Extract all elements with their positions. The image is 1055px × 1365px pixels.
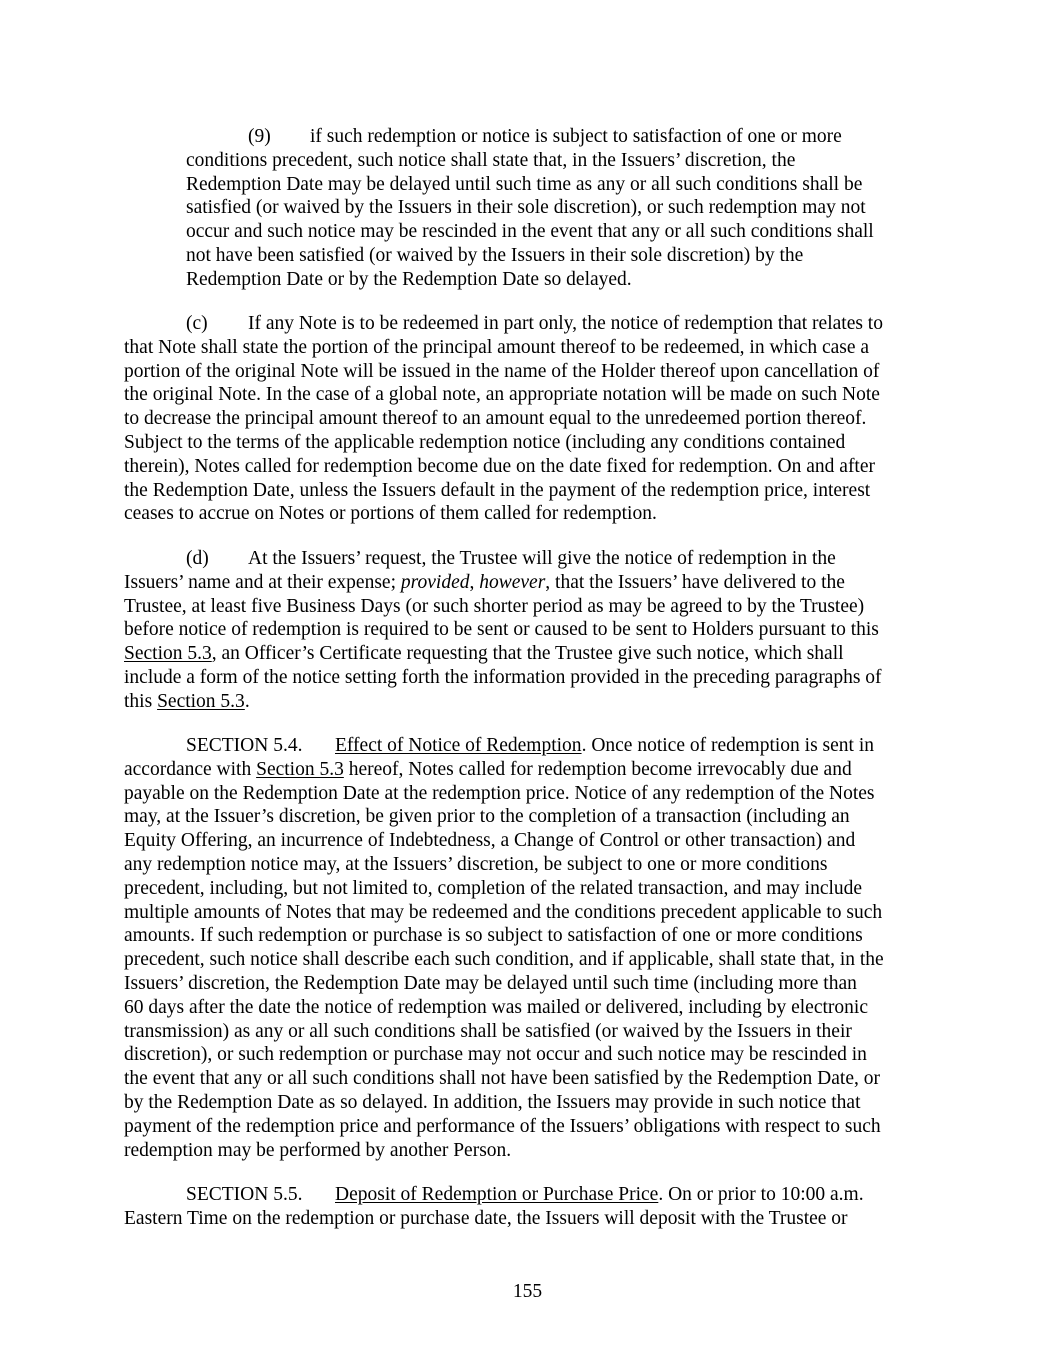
section-number: SECTION 5.5. xyxy=(186,1184,303,1205)
section-5-4: SECTION 5.4. Effect of Notice of Redemption. Once notice of redemption is sent in accordance with Section 5.3 hereof, Notes called for redemption become irrevocably due and payable on the Redemption Date at the redemption price. Notice of any redemption of the Notes may, at the Issuer’s discretion, be given prior to the completion of a transaction (including an Equity Offering, an incurrence of Indebtedness, a Change of Control or other transaction) and any redemption notice may, at the Issuers’ discretion, be subject to one or more conditions precedent, including, but not limited to, completion of the related transaction, and may include multiple amounts of Notes that may be redeemed and the conditions precedent applicable to such amounts. If such redemption or purchase is so subject to satisfaction of one or more conditions precedent, such notice shall describe each such condition, and if applicable, shall state that, in the Issuers’ discretion, the Redemption Date may be delayed until such time (including more than 60 days after the date the notice of redemption was mailed or delivered, including by electronic transmission) as any or all such conditions shall be satisfied (or waived by the Issuers in their discretion), or such redemption or purchase may not occur and such notice may be rescinded in the event that any or all such conditions shall not have been satisfied by the Redemption Date, or by the Redemption Date as so delayed. In addition, the Issuers may provide in such notice that payment of the redemption price and performance of the Issuers’ obligations with respect to such redemption may be performed by another Person. xyxy=(124,735,884,1161)
paragraph-line: discretion), or such redemption or purchase may not occur and such notice may be rescinded in xyxy=(124,1044,867,1066)
paragraph-line: occur and such notice may be rescinded in the event that any or all such conditions shall xyxy=(186,221,874,243)
paragraph-line: amounts. If such redemption or purchase is so subject to satisfaction of one or more conditions xyxy=(124,925,863,947)
paragraph-line: transmission) as any or all such conditions shall be satisfied (or waived by the Issuers in their xyxy=(124,1020,852,1042)
paragraph-c xyxy=(124,312,883,526)
paragraph-line: precedent, including, but not limited to, completion of the related transaction, and may include xyxy=(124,877,863,899)
paragraph-line: precedent, such notice shall describe each such condition, and if applicable, shall state that, in the xyxy=(124,949,884,971)
paragraph-line: by the Redemption Date as so delayed. In addition, the Issuers may provide in such notice that xyxy=(124,1091,861,1113)
paragraph-line: conditions precedent, such notice shall state that, in the Issuers’ discretion, the xyxy=(186,149,796,171)
paragraph-line: therein), Notes called for redemption become due on the date fixed for redemption. On and after xyxy=(124,455,875,477)
paragraph-line: Subject to the terms of the applicable redemption notice (including any conditions contained xyxy=(124,431,846,453)
paragraph-line: include a form of the notice setting forth the information provided in the preceding paragraphs of xyxy=(124,666,882,688)
paragraph-line: At the Issuers’ request, the Trustee will give the notice of redemption in the xyxy=(248,548,836,569)
paragraph-line: the Redemption Date, unless the Issuers default in the payment of the redemption price, interest xyxy=(124,479,871,501)
paragraph-d: (d) At the Issuers’ request, the Trustee will give the notice of redemption in the Issuers’ name and at their expense; provided, however, that the Issuers’ have delivered to the Trustee, at least five Business Days (or such shorter period as may be agreed to by the Trustee) before notice of redemption is required to be sent or caused to be sent to Holders pursuant to this Section 5.3, an Officer’s Certificate requesting that the Trustee give such notice, which shall include a form of the notice setting forth the information provided in the preceding paragraphs of this Section 5.3. xyxy=(124,548,882,712)
paragraph-line: may, at the Issuer’s discretion, be given prior to the completion of a transaction (including an xyxy=(124,806,850,828)
paragraph-line: any redemption notice may, at the Issuers’ discretion, be subject to one or more conditions xyxy=(124,853,828,875)
paragraph-line: Issuers’ discretion, the Redemption Date may be delayed until such time (including more than xyxy=(124,972,857,994)
section-heading: Deposit of Redemption or Purchase Price xyxy=(335,1184,659,1205)
section-reference: Section 5.3 xyxy=(256,758,344,780)
section-number: SECTION 5.4. xyxy=(186,735,303,756)
paragraph-line: payable on the Redemption Date at the redemption price. Notice of any redemption of the Notes xyxy=(124,782,875,804)
paragraph-line: portion of the original Note will be issued in the name of the Holder thereof upon cancellation of xyxy=(124,360,880,382)
paragraph-line: Equity Offering, an incurrence of Indebtedness, a Change of Control or other transaction) and xyxy=(124,830,856,852)
paragraph-line: not have been satisfied (or waived by the Issuers in their sole discretion) by the xyxy=(186,244,804,266)
paragraph-line: the event that any or all such conditions shall not have been satisfied by the Redemption Date, or xyxy=(124,1068,880,1090)
paragraph-line: Trustee, at least five Business Days (or such shorter period as may be agreed to by the Trustee) xyxy=(124,595,865,617)
section-5-5: SECTION 5.5. Deposit of Redemption or Purchase Price. On or prior to 10:00 a.m. Eastern Time on the redemption or purchase date, the Issuers will deposit with the Trustee or xyxy=(124,1184,864,1229)
paragraph-line: if such redemption or notice is subject to satisfaction of one or more xyxy=(310,126,842,147)
paragraph-line: Redemption Date or by the Redemption Date so delayed. xyxy=(186,268,632,290)
paragraph-line: redemption may be performed by another Person. xyxy=(124,1139,512,1161)
paragraph-label: (9) xyxy=(248,126,271,147)
page-number: 155 xyxy=(512,1281,543,1302)
paragraph-label: (d) xyxy=(186,548,209,569)
paragraph-line: payment of the redemption price and performance of the Issuers’ obligations with respect to such xyxy=(124,1115,881,1137)
paragraph-line: the original Note. In the case of a global note, an appropriate notation will be made on such Note xyxy=(124,384,880,406)
section-reference: Section 5.3 xyxy=(124,643,212,665)
paragraph-9 xyxy=(186,125,874,292)
however-term: however xyxy=(479,571,546,593)
paragraph-line: 60 days after the date the notice of redemption was mailed or delivered, including by electronic xyxy=(124,996,868,1018)
paragraph-label: (c) xyxy=(186,313,208,334)
paragraph-line: to decrease the principal amount thereof to an amount equal to the unredeemed portion thereof. xyxy=(124,408,867,430)
paragraph-line: ceases to accrue on Notes or portions of them called for redemption. xyxy=(124,503,657,525)
provided-term: provided xyxy=(400,571,470,593)
paragraph-line: that Note shall state the portion of the principal amount thereof to be redeemed, in which case a xyxy=(124,336,870,358)
paragraph-line: Eastern Time on the redemption or purchase date, the Issuers will deposit with the Trustee or xyxy=(124,1207,848,1229)
paragraph-line: If any Note is to be redeemed in part only, the notice of redemption that relates to xyxy=(248,313,883,334)
section-reference: Section 5.3 xyxy=(157,690,245,712)
section-heading: Effect of Notice of Redemption xyxy=(335,735,582,756)
paragraph-line: multiple amounts of Notes that may be redeemed and the conditions precedent applicable to such xyxy=(124,901,883,923)
paragraph-line: before notice of redemption is required to be sent or caused to be sent to Holders pursuant to this xyxy=(124,619,879,641)
paragraph-line: Redemption Date may be delayed until such time as any or all such conditions shall be xyxy=(186,173,863,195)
paragraph-line: satisfied (or waived by the Issuers in their sole discretion), or such redemption may not xyxy=(186,197,866,219)
